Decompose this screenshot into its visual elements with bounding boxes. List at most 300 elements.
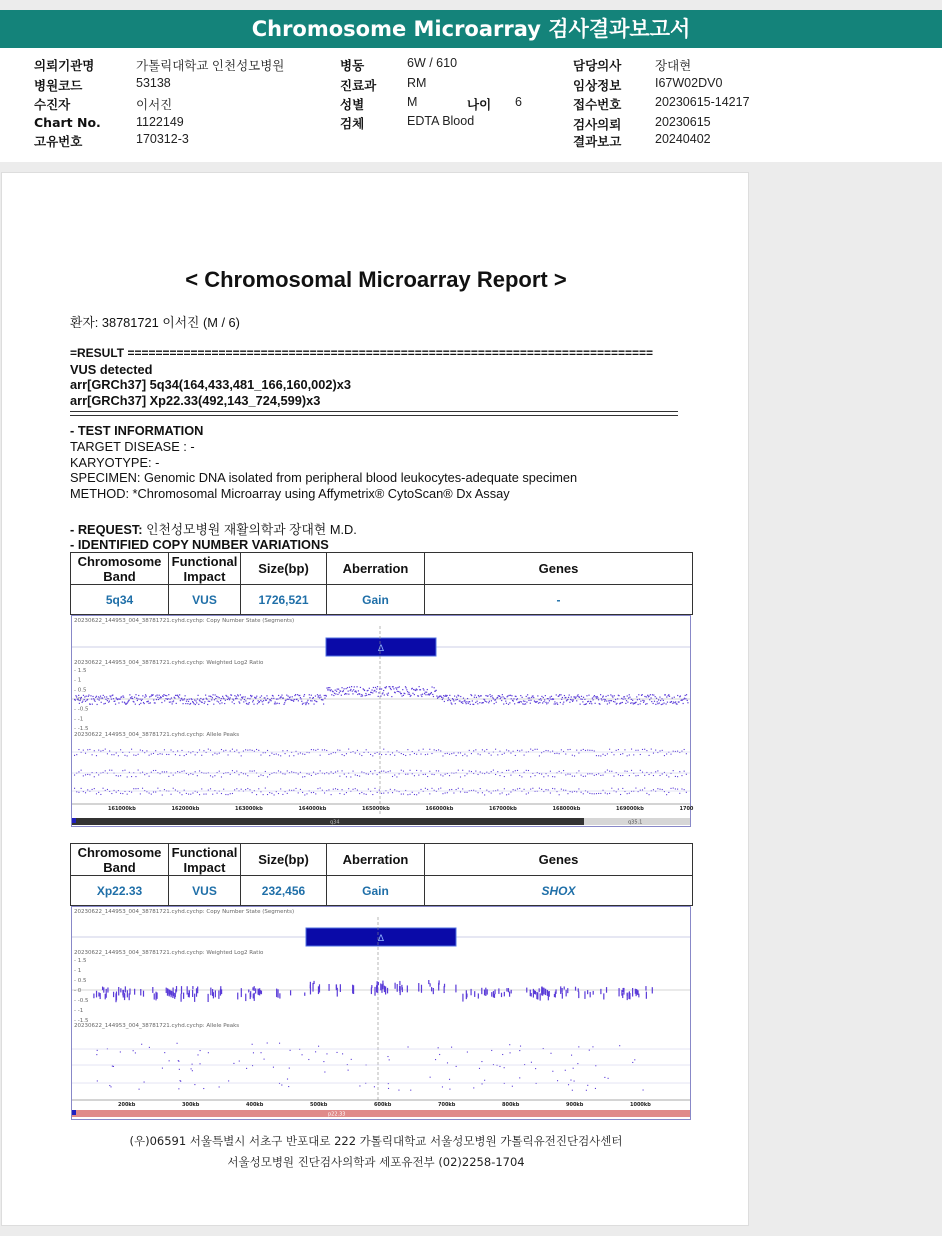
log2-probe xyxy=(640,701,641,702)
allele-point xyxy=(530,749,531,750)
log2-probe xyxy=(520,695,521,696)
allele-point xyxy=(225,794,226,795)
log2-probe xyxy=(540,698,541,699)
allele-point xyxy=(509,1044,510,1045)
allele-point xyxy=(337,749,338,750)
log2-probe xyxy=(352,693,353,694)
allele-point xyxy=(679,771,680,772)
label-report-date: 결과보고 xyxy=(573,134,622,149)
allele-point xyxy=(76,754,77,755)
allele-point xyxy=(460,776,461,777)
allele-point xyxy=(210,750,211,751)
allele-point xyxy=(276,753,277,754)
allele-point xyxy=(236,788,237,789)
allele-point xyxy=(528,770,529,771)
log2-probe xyxy=(190,703,191,704)
log2-probe xyxy=(270,700,271,701)
log2-probe xyxy=(320,697,321,698)
allele-point xyxy=(427,789,428,790)
allele-point xyxy=(116,752,117,753)
x-tick-label: 165000kb xyxy=(362,806,390,812)
allele-point xyxy=(260,774,261,775)
allele-point xyxy=(565,1070,566,1071)
x-tick-label: 168000kb xyxy=(552,806,581,812)
allele-point xyxy=(320,770,321,771)
log2-probe xyxy=(592,697,593,698)
log2-probe xyxy=(331,689,332,690)
value-report-date: 20240402 xyxy=(655,132,711,146)
allele-point xyxy=(491,771,492,772)
log2-probe xyxy=(365,693,366,694)
log2-probe xyxy=(655,704,656,705)
allele-point xyxy=(572,791,573,792)
allele-point xyxy=(173,775,174,776)
allele-point xyxy=(131,792,132,793)
allele-point xyxy=(280,755,281,756)
log2-probe xyxy=(248,703,249,704)
log2-probe xyxy=(113,698,114,699)
allele-point xyxy=(550,1053,551,1054)
allele-point xyxy=(232,770,233,771)
allele-point xyxy=(438,749,439,750)
log2-probe xyxy=(455,985,456,993)
log2-probe xyxy=(457,699,458,700)
log2-probe xyxy=(522,703,523,704)
log2-probe xyxy=(474,991,475,997)
allele-point xyxy=(681,788,682,789)
allele-point xyxy=(430,1077,431,1078)
allele-point xyxy=(258,788,259,789)
result-separator xyxy=(70,411,678,416)
allele-point xyxy=(403,793,404,794)
log2-probe xyxy=(410,695,411,696)
log2-probe xyxy=(646,703,647,704)
allele-point xyxy=(581,775,582,776)
allele-point xyxy=(324,792,325,793)
allele-point xyxy=(598,755,599,756)
allele-point xyxy=(629,775,630,776)
log2-probe xyxy=(118,987,119,995)
allele-point xyxy=(594,750,595,751)
log2-probe xyxy=(652,694,653,695)
log2-probe xyxy=(255,988,256,993)
log2-probe xyxy=(107,700,108,701)
allele-point xyxy=(139,1089,140,1090)
log2-probe xyxy=(513,698,514,699)
log2-probe xyxy=(185,703,186,704)
log2-probe xyxy=(197,695,198,696)
allele-point xyxy=(267,794,268,795)
allele-point xyxy=(271,753,272,754)
log2-probe xyxy=(374,690,375,691)
allele-point xyxy=(618,774,619,775)
value-ward: 6W / 610 xyxy=(407,56,458,70)
allele-point xyxy=(635,775,636,776)
allele-point xyxy=(567,774,568,775)
band-label-main: p22.33 xyxy=(328,1111,346,1118)
log2-probe xyxy=(584,991,585,999)
log2-probe xyxy=(568,697,569,698)
log2-probe xyxy=(517,698,518,699)
allele-point xyxy=(203,750,204,751)
log2-probe xyxy=(466,701,467,702)
allele-point xyxy=(311,792,312,793)
allele-point xyxy=(98,792,99,793)
log2-probe xyxy=(202,702,203,703)
log2-probe xyxy=(575,697,576,698)
allele-point xyxy=(401,794,402,795)
allele-point xyxy=(197,1054,198,1055)
allele-point xyxy=(412,792,413,793)
allele-point xyxy=(138,754,139,755)
log2-probe xyxy=(225,700,226,701)
log2-probe xyxy=(313,697,314,698)
allele-point xyxy=(366,749,367,750)
allele-point xyxy=(98,774,99,775)
log2-probe xyxy=(240,694,241,695)
allele-point xyxy=(605,755,606,756)
allele-point xyxy=(519,1050,520,1051)
allele-point xyxy=(480,788,481,789)
allele-point xyxy=(677,789,678,790)
segment-marker: Δ xyxy=(377,644,385,654)
allele-point xyxy=(396,776,397,777)
x-tick-label: 163000kb xyxy=(235,806,263,812)
log2-probe xyxy=(678,701,679,702)
allele-point xyxy=(481,1061,482,1062)
log2-probe xyxy=(436,690,437,691)
log2-probe xyxy=(616,703,617,704)
log2-probe xyxy=(495,699,496,700)
log2-probe xyxy=(237,993,238,1000)
allele-point xyxy=(407,1046,408,1047)
log2-probe xyxy=(603,699,604,700)
allele-point xyxy=(192,1064,193,1065)
allele-point xyxy=(565,754,566,755)
allele-point xyxy=(96,755,97,756)
log2-probe xyxy=(511,695,512,696)
log2-probe xyxy=(433,988,434,994)
allele-point xyxy=(208,790,209,791)
allele-point xyxy=(230,793,231,794)
log2-probe xyxy=(288,696,289,697)
allele-point xyxy=(383,749,384,750)
allele-point xyxy=(361,755,362,756)
allele-point xyxy=(668,776,669,777)
log2-probe xyxy=(236,696,237,697)
allele-point xyxy=(451,753,452,754)
allele-point xyxy=(94,788,95,789)
allele-point xyxy=(552,751,553,752)
allele-point xyxy=(420,789,421,790)
allele-point xyxy=(434,790,435,791)
log2-probe xyxy=(142,699,143,700)
allele-point xyxy=(611,788,612,789)
log2-probe xyxy=(462,701,463,702)
log2-probe xyxy=(200,701,201,702)
log2-probe xyxy=(574,696,575,697)
allele-point xyxy=(245,749,246,750)
log2-probe xyxy=(287,699,288,700)
log2-probe xyxy=(581,696,582,697)
allele-point xyxy=(144,774,145,775)
log2-probe xyxy=(281,695,282,696)
log2-probe xyxy=(632,988,633,997)
allele-point xyxy=(265,752,266,753)
allele-point xyxy=(464,775,465,776)
log2-probe xyxy=(615,699,616,700)
log2-probe xyxy=(317,694,318,695)
log2-probe xyxy=(384,694,385,695)
log2-probe xyxy=(279,703,280,704)
allele-point xyxy=(214,775,215,776)
log2-probe xyxy=(377,988,378,993)
allele-point xyxy=(559,753,560,754)
target-disease: TARGET DISEASE : - xyxy=(70,439,195,454)
log2-probe xyxy=(187,703,188,704)
log2-probe xyxy=(305,704,306,705)
log2-probe xyxy=(449,699,450,700)
allele-point xyxy=(352,789,353,790)
log2-probe xyxy=(309,694,310,695)
log2-probe xyxy=(231,695,232,696)
log2-probe xyxy=(286,695,287,696)
log2-probe xyxy=(597,696,598,697)
log2-probe xyxy=(366,695,367,696)
identified-header: - IDENTIFIED COPY NUMBER VARIATIONS xyxy=(70,537,329,552)
log2-probe xyxy=(427,689,428,690)
allele-point xyxy=(100,751,101,752)
allele-point xyxy=(200,1050,201,1051)
log2-probe xyxy=(466,703,467,704)
log2-probe xyxy=(148,703,149,704)
allele-point xyxy=(427,776,428,777)
allele-point xyxy=(355,774,356,775)
log2-probe xyxy=(328,687,329,688)
allele-point xyxy=(249,749,250,750)
log2-probe xyxy=(528,697,529,698)
allele-point xyxy=(574,1081,575,1082)
label-receipt-no: 접수번호 xyxy=(573,97,622,112)
allele-point xyxy=(556,753,557,754)
log2-probe xyxy=(378,692,379,693)
log2-probe xyxy=(161,702,162,703)
log2-probe xyxy=(409,694,410,695)
allele-point xyxy=(254,770,255,771)
allele-point xyxy=(420,754,421,755)
allele-point xyxy=(416,754,417,755)
allele-point xyxy=(684,771,685,772)
allele-point xyxy=(142,750,143,751)
karyotype: KARYOTYPE: - xyxy=(70,455,160,470)
allele-point xyxy=(535,749,536,750)
allele-point xyxy=(201,755,202,756)
log2-probe xyxy=(129,700,130,701)
log2-probe xyxy=(140,989,141,995)
log2-probe xyxy=(125,986,126,992)
log2-probe xyxy=(442,699,443,700)
allele-point xyxy=(179,755,180,756)
log2-probe xyxy=(82,702,83,703)
log2-probe xyxy=(362,695,363,696)
segment-marker: Δ xyxy=(377,934,385,944)
allele-point xyxy=(320,755,321,756)
log2-probe xyxy=(215,694,216,695)
allele-point xyxy=(178,1088,179,1089)
log2-probe xyxy=(603,993,604,999)
log2-probe xyxy=(371,987,372,994)
log2-probe xyxy=(131,696,132,697)
log2-probe xyxy=(375,687,376,688)
allele-point xyxy=(344,794,345,795)
log2-probe xyxy=(204,701,205,702)
log2-probe xyxy=(600,989,601,994)
log2-probe xyxy=(143,991,144,997)
allele-point xyxy=(135,788,136,789)
allele-point xyxy=(265,788,266,789)
allele-point xyxy=(655,750,656,751)
log2-probe xyxy=(196,702,197,703)
allele-point xyxy=(241,789,242,790)
log2-probe xyxy=(622,993,623,998)
allele-point xyxy=(252,792,253,793)
allele-point xyxy=(370,754,371,755)
log2-probe xyxy=(391,696,392,697)
allele-point xyxy=(570,1080,571,1081)
allele-point xyxy=(164,1052,165,1053)
log2-probe xyxy=(195,704,196,705)
log2-probe xyxy=(561,699,562,700)
allele-point xyxy=(109,1085,110,1086)
allele-point xyxy=(439,1054,440,1055)
allele-point xyxy=(267,776,268,777)
log2-probe xyxy=(127,703,128,704)
log2-probe xyxy=(360,687,361,688)
allele-point xyxy=(120,1051,121,1052)
cell-genes: - xyxy=(425,585,693,615)
allele-point xyxy=(372,773,373,774)
allele-point xyxy=(302,753,303,754)
log2-probe xyxy=(389,686,390,687)
allele-point xyxy=(491,793,492,794)
log2-probe xyxy=(562,993,563,999)
log2-probe xyxy=(541,696,542,697)
log2-probe xyxy=(200,698,201,699)
log2-probe xyxy=(687,702,688,703)
log2-probe xyxy=(178,696,179,697)
log2-probe xyxy=(158,699,159,700)
log2-probe xyxy=(208,696,209,697)
allele-point xyxy=(124,755,125,756)
log2-probe xyxy=(183,993,184,999)
cell-size: 232,456 xyxy=(241,876,327,906)
log2-probe xyxy=(385,687,386,688)
log2-probe xyxy=(314,700,315,701)
x-tick-label: 1000kb xyxy=(630,1102,651,1108)
log2-probe xyxy=(167,698,168,699)
log2-probe xyxy=(408,694,409,695)
log2-probe xyxy=(166,988,167,993)
log2-probe xyxy=(607,703,608,704)
segments-track-title: 20230622_144953_004_38781721.cyhd.cychp: Copy Number State (Segments) xyxy=(74,618,295,624)
allele-point xyxy=(370,771,371,772)
log2-probe xyxy=(233,700,234,701)
allele-point xyxy=(157,788,158,789)
log2-probe xyxy=(611,700,612,701)
log2-probe xyxy=(301,701,302,702)
log2-probe xyxy=(313,981,314,984)
log2-probe xyxy=(532,695,533,696)
log2-probe xyxy=(529,697,530,698)
test-info-header: - TEST INFORMATION xyxy=(70,423,204,438)
allele-point xyxy=(271,793,272,794)
log2-probe xyxy=(90,695,91,696)
allele-point xyxy=(177,771,178,772)
log2-probe xyxy=(431,987,432,991)
allele-point xyxy=(249,770,250,771)
log2-probe xyxy=(397,691,398,692)
allele-point xyxy=(414,753,415,754)
log2-probe xyxy=(116,993,117,998)
allele-point xyxy=(170,749,171,750)
log2-probe xyxy=(168,694,169,695)
value-patient: 이서진 xyxy=(136,98,173,112)
log2-probe xyxy=(683,703,684,704)
allele-point xyxy=(605,771,606,772)
cell-genes: SHOX xyxy=(425,876,693,906)
log2-probe xyxy=(639,699,640,700)
log2-probe xyxy=(549,991,550,997)
log2-probe xyxy=(105,703,106,704)
allele-point xyxy=(287,750,288,751)
label-department: 진료과 xyxy=(340,78,377,93)
allele-point xyxy=(357,750,358,751)
allele-point xyxy=(331,753,332,754)
log2-probe xyxy=(569,702,570,703)
log2-probe xyxy=(313,703,314,704)
log2-probe xyxy=(630,703,631,704)
allele-point xyxy=(210,788,211,789)
allele-point xyxy=(256,794,257,795)
allele-point xyxy=(357,790,358,791)
log2-probe xyxy=(385,986,386,994)
log2-probe xyxy=(161,697,162,698)
log2-probe xyxy=(645,704,646,705)
log2-probe xyxy=(614,701,615,702)
log2-probe xyxy=(403,695,404,696)
allele-point xyxy=(335,771,336,772)
allele-point xyxy=(506,749,507,750)
allele-point xyxy=(499,751,500,752)
log2-probe xyxy=(509,991,510,996)
log2-probe xyxy=(218,990,219,998)
allele-point xyxy=(608,1078,609,1079)
log2-probe xyxy=(195,700,196,701)
allele-point xyxy=(94,750,95,751)
allele-point xyxy=(587,750,588,751)
allele-point xyxy=(199,749,200,750)
allele-point xyxy=(655,771,656,772)
log2-probe xyxy=(437,698,438,699)
allele-point xyxy=(609,749,610,750)
log2-probe xyxy=(84,699,85,700)
allele-point xyxy=(89,749,90,750)
log2-probe xyxy=(139,704,140,705)
x-tick-label: 169000kb xyxy=(616,806,644,812)
allele-point xyxy=(107,789,108,790)
request-line xyxy=(70,519,357,538)
log2-probe xyxy=(422,694,423,695)
